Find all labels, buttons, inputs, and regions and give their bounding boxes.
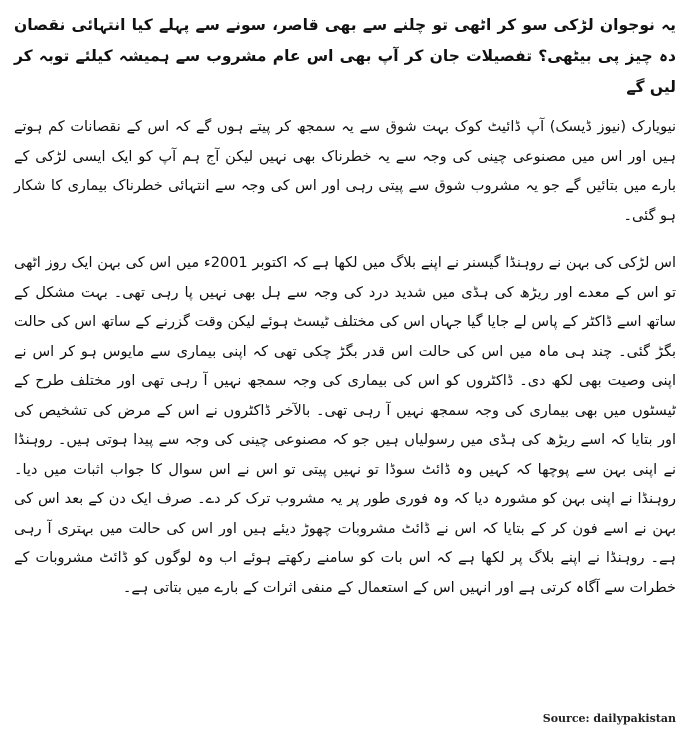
source-credit: Source: dailypakistan [542,712,676,725]
article [14,10,676,621]
article-headline: یہ نوجوان لڑکی سو کر اٹھی تو چلنے سے بھی قاصر، سونے سے پہلے کیا انتہائی نقصان دہ چیز پی بیٹھی؟ تفصیلات جان کر آپ بھی اس عام مشروب سے ہمیشہ کیلئے توبہ کر لیں گے [14,16,676,96]
article-paragraph-intro: نیویارک (نیوز ڈیسک) آپ ڈائیٹ کوک بہت شوق سے یہ سمجھ کر پیتے ہوں گے کہ اس کے نقصانات کم ہوتے ہیں اور اس میں مصنوعی چینی کی وجہ سے یہ خطرناک بھی نہیں لیکن آج ہم آپ کو ایک ایسی لڑکی کے بارے میں بتائیں گے جو یہ مشروب شوق سے پیتی رہی اور اس کی وجہ سے انتہائی خطرناک بیماری کا شکار ہو گئی۔ [14,119,676,224]
article-paragraph-body: اس لڑکی کی بہن نے روہنڈا گیسنر نے اپنے بلاگ میں لکھا ہے کہ اکتوبر 2001ء میں اس کی بہن ایک روز اٹھی تو اس کے معدے اور ریڑھ کی ہڈی میں شدید درد کی وجہ سے ہل بھی نہیں پا رہی تھی۔ بہت مشکل کے ساتھ اسے ڈاکٹر کے پاس لے جایا گیا جہاں اس کی مختلف ٹیسٹ ہوئے لیکن وقت گزرنے کے ساتھ اس کی حالت بگڑ گئی۔ چند ہی ماہ میں اس کی حالت اس قدر بگڑ چکی تھی کہ اپنی بیماری سے مایوس ہو کر اس نے اپنی وصیت بھی لکھ دی۔ ڈاکٹروں کو اس کی بیماری کی وجہ سمجھ نہیں آ رہی تھی اور مختلف طرح کے ٹیسٹوں میں بھی بیماری کی وجہ سمجھ نہیں آ رہی تھی۔ بالآخر ڈاکٹروں نے اس کے مرض کی تشخیص کی اور بتایا کہ اسے ریڑھ کی ہڈی میں رسولیاں ہیں جو کہ مصنوعی چینی کی وجہ سے پیدا ہوتی ہیں۔ روہنڈا نے اپنی بہن سے پوچھا کہ کہیں وہ ڈائٹ سوڈا تو نہیں پیتی تو اس نے اس سوال کا جواب اثبات میں دیا۔ روہنڈا نے اپنی بہن کو مشورہ دیا کہ وہ فوری طور پر یہ مشروب ترک کر دے۔ صرف ایک دن کے بعد اس کی بہن نے اسے فون کر کے بتایا کہ اس نے ڈائٹ مشروبات چھوڑ دیئے ہیں اور اس کی حالت میں بہتری آ رہی ہے۔ روہنڈا نے اپنے بلاگ پر لکھا ہے کہ اس بات کو سامنے رکھتے ہوئے اب وہ لوگوں کو ڈائٹ مشروبات کے خطرات سے آگاہ کرتی ہے اور انہیں اس کے استعمال کے منفی اثرات کے بارے میں بتاتی ہے۔ [14,255,676,596]
